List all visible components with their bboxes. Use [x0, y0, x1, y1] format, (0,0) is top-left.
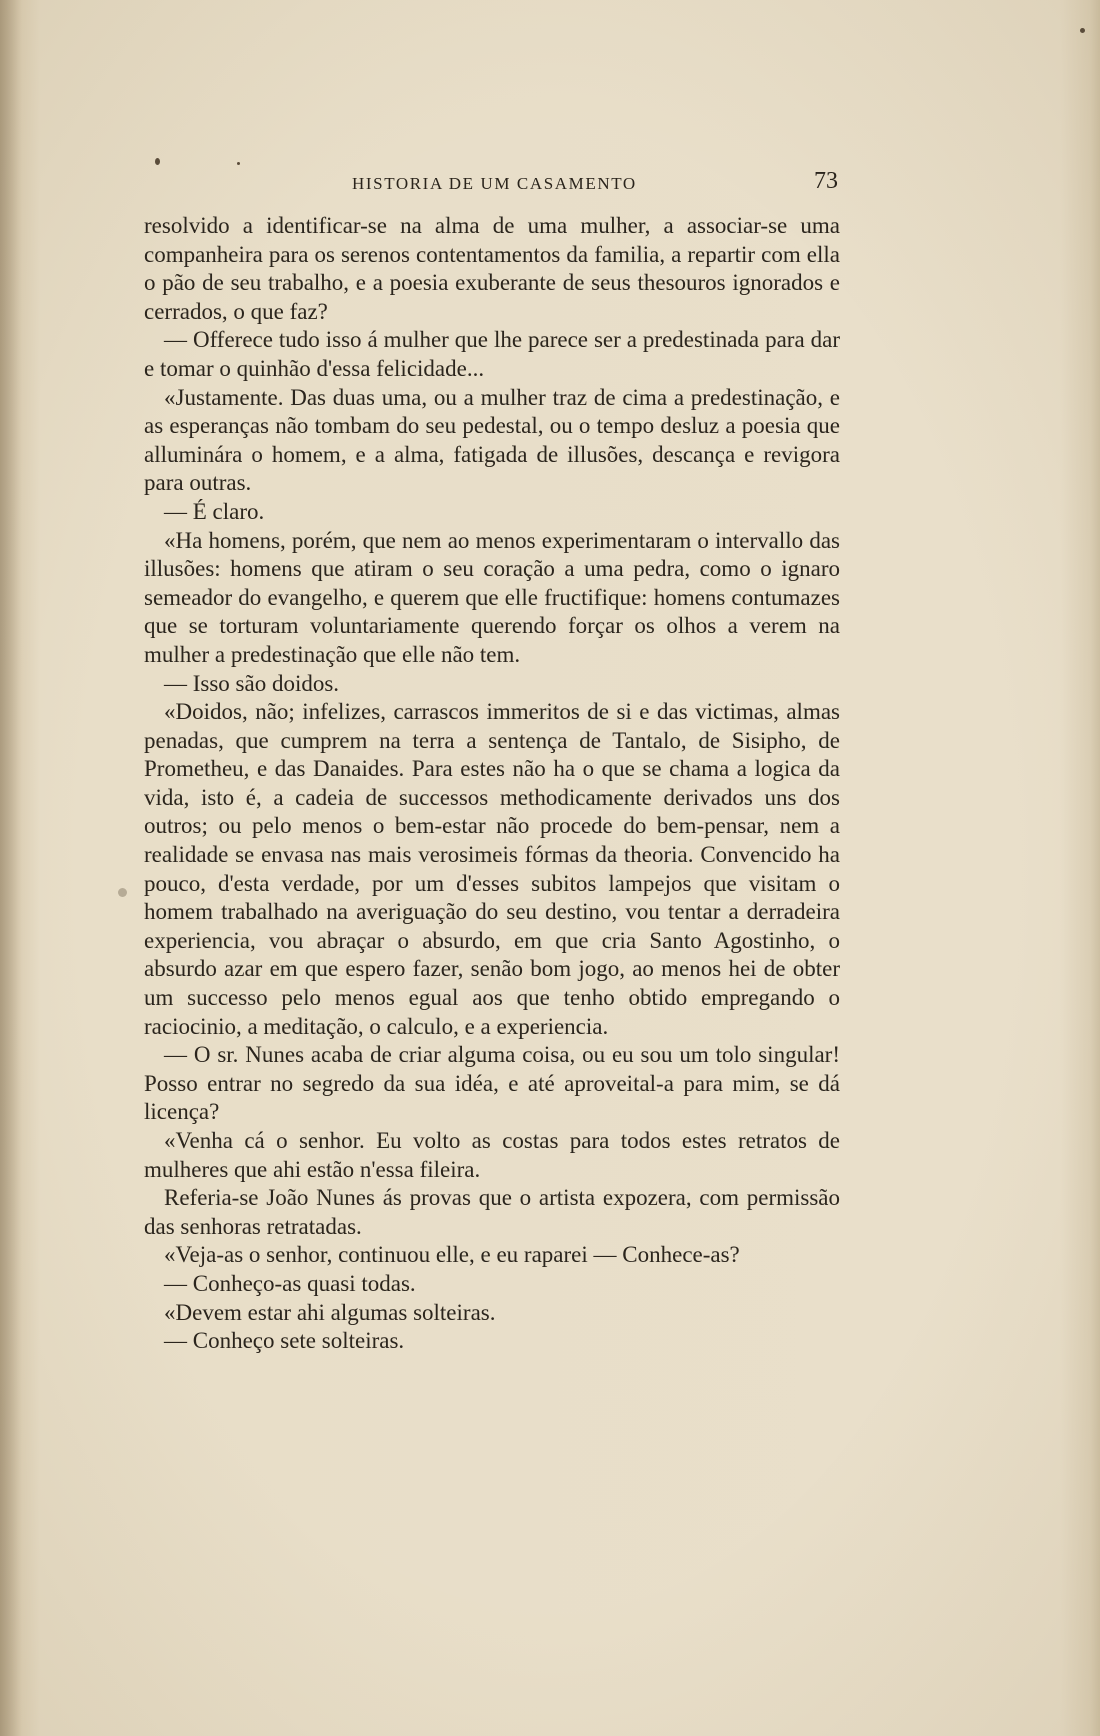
ink-speck — [237, 162, 240, 165]
ink-speck — [118, 888, 127, 897]
paragraph-7: «Doidos, não; infelizes, carrascos immeritos de si e das victimas, almas penadas, que cumprem na terra a sentença de Tantalo, de Sisipho, de Prometheu, e das Danaides. Para estes não ha o que se chama a logica da vida, isto é, a cadeia de successos methodicamente derivados uns dos outros; ou pelo menos o bem-estar não procede do bem-pensar, nem a realidade se envasa nas mais verosimeis fórmas da theoria. Convencido ha pouco, d'esta verdade, por um d'esses subitos lampejos que visitam o homem trabalhado na averiguação do seu destino, vou tentar a derradeira experiencia, vou abraçar o absurdo, em que cria Santo Agostinho, o absurdo azar em que espero fazer, senão bom jogo, ao menos hei de obter um successo pelo menos egual aos que tenho obtido empregando o raciocinio, a meditação, o calculo, e a experiencia. — [144, 699, 840, 1039]
paragraph-10: Referia-se João Nunes ás provas que o artista expozera, com permissão das senhoras retratadas. — [144, 1185, 840, 1239]
paragraph-12: — Conheço-as quasi todas. — [164, 1270, 416, 1296]
paragraph-6: — Isso são doidos. — [164, 670, 340, 696]
paragraph-11: «Veja-as o senhor, continuou elle, e eu raparei — Conhece-as? — [164, 1242, 740, 1268]
paragraph-14: — Conheço sete solteiras. — [164, 1328, 405, 1354]
running-title: HISTORIA DE UM CASAMENTO — [352, 174, 637, 193]
paragraph-8: — O sr. Nunes acaba de criar alguma coisa, ou eu sou um tolo singular! Posso entrar no segredo da sua idéa, e até aproveital-a para mim, se dá licença? — [144, 1042, 840, 1125]
page-header — [144, 168, 844, 198]
paragraph-5: «Ha homens, porém, que nem ao menos experimentaram o intervallo das illusões: homens que atiram o seu coração a uma pedra, como o ignaro semeador do evangelho, e querem que elle fructifique: homens contumazes que se torturam voluntariamente querendo forçar os olhos a verem na mulher a predestinação que elle não tem. — [144, 527, 840, 667]
ink-speck — [1080, 28, 1085, 33]
paragraph-13: «Devem estar ahi algumas solteiras. — [164, 1299, 496, 1325]
paragraph-2: — Offerece tudo isso á mulher que lhe parece ser a predestinada para dar e tomar o quinhão d'essa felicidade... — [144, 327, 840, 381]
paragraph-4: — É claro. — [164, 498, 265, 524]
body-text — [144, 212, 840, 1356]
paragraph-3: «Justamente. Das duas uma, ou a mulher traz de cima a predestinação, e as esperanças não tombam do seu pedestal, ou o tempo desluz a poesia que alluminára o homem, e a alma, fatigada de illusões, descança e revigora para outras. — [144, 384, 840, 496]
paragraph-1: resolvido a identificar-se na alma de uma mulher, a associar-se uma companheira para os serenos contentamentos da familia, a repartir com ella o pão de seu trabalho, e a poesia exuberante de seus thesouros ignorados e cerrados, o que faz? — [144, 213, 840, 324]
page-number: 73 — [814, 168, 838, 194]
ink-speck — [155, 158, 160, 165]
paragraph-9: «Venha cá o senhor. Eu volto as costas para todos estes retratos de mulheres que ahi estão n'essa fileira. — [144, 1128, 840, 1182]
binding-shadow — [0, 0, 22, 1736]
